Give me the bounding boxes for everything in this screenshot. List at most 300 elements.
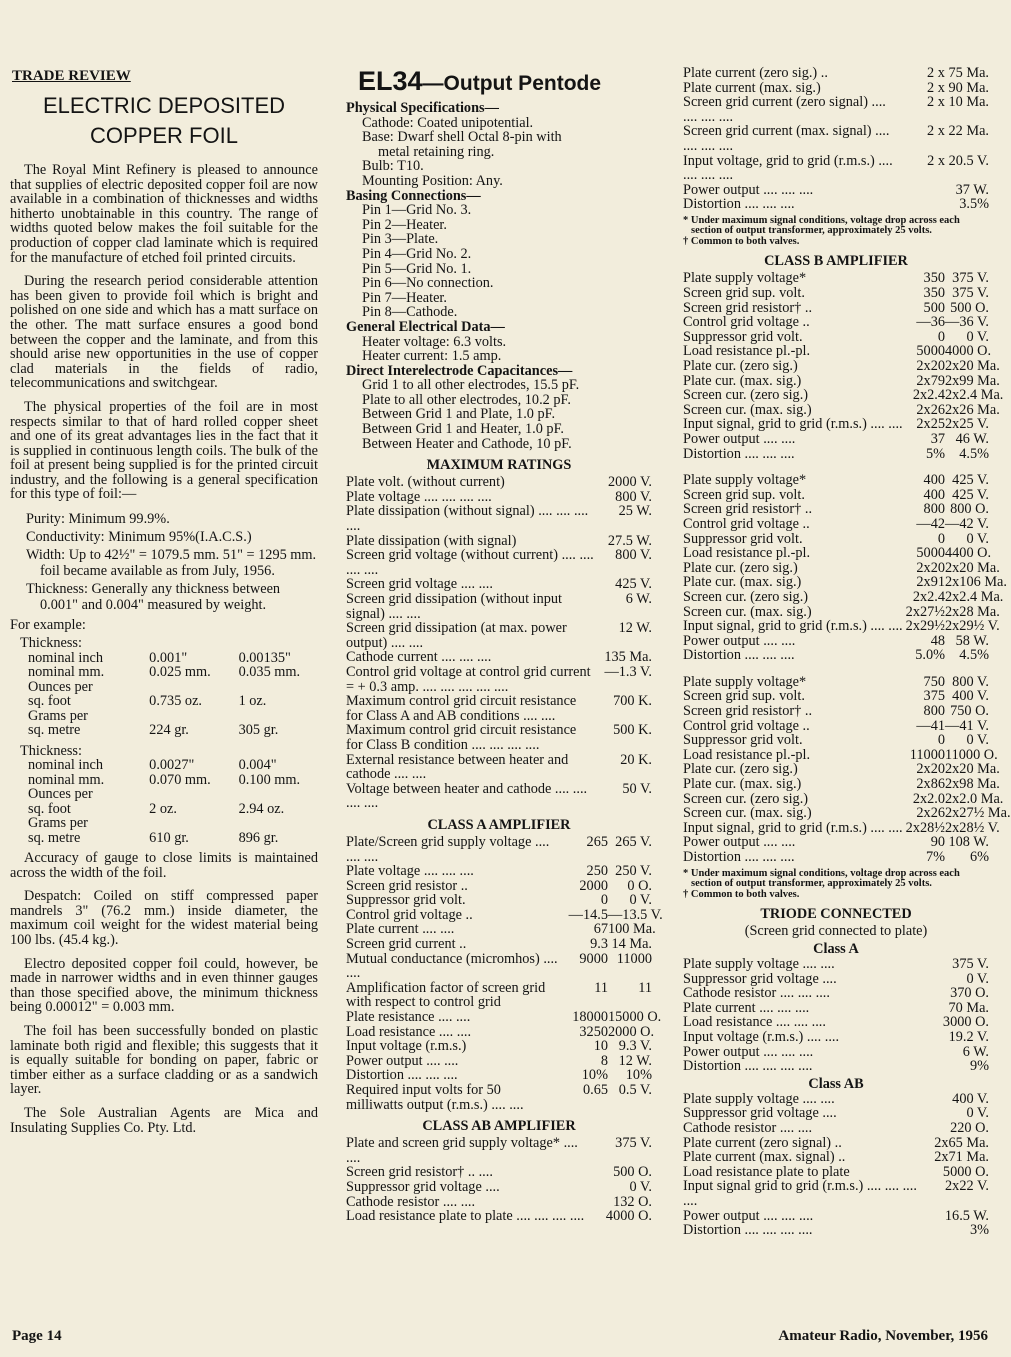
example-label: Grams per xyxy=(28,815,88,832)
row-value: 370 O. xyxy=(950,985,989,1002)
triode-a-row xyxy=(683,1030,989,1045)
row-label: Power output .... .... xyxy=(683,834,796,851)
row-label: Maximum control grid circuit resistance for Class A and AB conditions .... .... xyxy=(346,693,577,724)
example-value xyxy=(239,680,318,695)
row-value: 8 xyxy=(600,1052,608,1069)
row-label: Plate cur. (zero sig.) xyxy=(683,559,798,576)
row-value: 375 V. xyxy=(952,956,989,973)
capacitance-item: Between Grid 1 and Plate, 1.0 pF. xyxy=(362,406,556,423)
max-ratings-heading: MAXIMUM RATINGS xyxy=(426,457,572,474)
example-row xyxy=(10,802,318,817)
paragraph: The physical properties of the foil are in most respects similar to that of hard rolled copper sheet and one of its great advantages lies in the fact that it is supplied in continuous length coils. The bulk of the foil at present being supplied is for the printed circuit industry, and the following is a general specification for this type of foil:— xyxy=(10,398,318,503)
row-value: 48 xyxy=(930,632,945,649)
row-value: 2x29½ xyxy=(905,618,945,635)
row-value: 0 V. xyxy=(966,530,989,547)
title-tube-name: EL34 xyxy=(358,66,423,96)
row-label: Required input volts for 50 milliwatts output (r.m.s.) .... .... xyxy=(346,1082,524,1113)
row-label: Screen cur. (max. sig.) xyxy=(683,603,812,620)
row-value: 2000 V. xyxy=(608,474,652,491)
row-value: 18000 xyxy=(572,1009,608,1026)
row-value: 400 xyxy=(923,472,945,489)
class-ab-row xyxy=(683,95,989,124)
row-value: 10 xyxy=(593,1038,608,1055)
row-value: 16.5 W. xyxy=(944,1207,989,1224)
class-b-heading: CLASS B AMPLIFIER xyxy=(764,253,908,270)
row-value: 2x20 Ma. xyxy=(945,358,1000,374)
row-label: Distortion .... .... .... .... xyxy=(683,1222,813,1239)
row-value: 800 xyxy=(923,703,945,720)
row-value: 2 x 10 Ma. xyxy=(927,94,989,111)
row-value: 220 O. xyxy=(950,1120,989,1137)
class-ab-row xyxy=(683,81,989,96)
row-label: Input voltage, grid to grid (r.m.s.) .... .... .... .... xyxy=(683,152,893,184)
row-value: 375 xyxy=(923,688,945,705)
row-label: Plate current (max. signal) .. xyxy=(683,1149,846,1166)
row-value: 5000 xyxy=(916,545,945,562)
example-table xyxy=(10,636,318,738)
row-value: 800 V. xyxy=(615,488,652,505)
class-a-table xyxy=(346,833,663,1113)
row-value: 3000 O. xyxy=(942,1014,989,1031)
row-label: Plate current (zero sig.) .. xyxy=(683,65,828,81)
row-label: Input voltage (r.m.s.) xyxy=(346,1038,467,1055)
row-label: Screen cur. (max. sig.) xyxy=(683,805,812,822)
spec-width: Width: Up to 42½" = 1079.5 mm. 51" = 1295 mm. foil became available as from July, 1956. xyxy=(26,547,317,580)
row-label: Screen grid current (zero signal) .... .... .... .... xyxy=(683,94,886,125)
class-b-row xyxy=(683,301,989,316)
rating-row xyxy=(346,490,652,505)
capacitance-heading: Direct Interelectrode Capacitances— xyxy=(346,362,573,379)
example-label: sq. foot xyxy=(28,800,71,817)
class-b-row xyxy=(683,330,989,345)
footnote: * Under maximum signal conditions, voltage drop across each section of output transformer, approximately 25 volts. xyxy=(683,867,960,890)
closing-paragraphs xyxy=(10,851,318,1135)
example-label: Thickness: xyxy=(20,742,82,759)
footnote: † Common to both valves. xyxy=(683,888,800,900)
class-b-row xyxy=(683,372,1000,389)
row-label: Input signal, grid to grid (r.m.s.) .... .... xyxy=(683,416,903,433)
triode-ab-row xyxy=(683,1092,989,1107)
row-value: 2x2.0 Ma. xyxy=(945,790,1004,807)
row-value: 15000 O. xyxy=(608,1009,662,1026)
example-value: 0.001" xyxy=(149,649,188,666)
row-value: 4400 O. xyxy=(945,545,992,562)
triode-class-ab-table xyxy=(683,1092,989,1238)
example-value xyxy=(239,709,318,724)
example-value xyxy=(149,680,238,695)
title-tube-type: —Output Pentode xyxy=(422,72,602,95)
row-value: 2x98 Ma. xyxy=(945,776,1000,793)
class-a-row xyxy=(346,835,652,864)
example-value: 0.004" xyxy=(238,757,277,774)
row-value: 6 W. xyxy=(962,1043,989,1060)
class-b-row xyxy=(683,618,1000,635)
row-label: Input signal grid to grid (r.m.s.) .... .... .... .... xyxy=(683,1178,917,1209)
row-value: 400 xyxy=(923,486,945,503)
footnotes xyxy=(683,869,989,901)
example-label: Ounces per xyxy=(28,678,93,695)
row-label: Plate cur. (max. sig.) xyxy=(683,372,802,389)
row-label: Power output .... .... .... xyxy=(683,1043,814,1060)
example-label: Thickness: xyxy=(20,635,82,652)
class-a-row xyxy=(346,937,652,952)
class-b-row xyxy=(683,819,1000,836)
class-b-row xyxy=(683,746,998,763)
example-tables xyxy=(10,636,318,845)
row-value: 2x20 xyxy=(916,761,945,778)
example-row xyxy=(10,831,318,846)
class-b-row xyxy=(683,517,989,532)
row-value: 350 xyxy=(923,285,945,302)
class-a-row xyxy=(346,879,652,894)
row-label: Plate voltage .... .... .... xyxy=(346,863,474,880)
rating-row xyxy=(346,650,652,665)
rating-row xyxy=(346,475,652,490)
row-value: 2 x 20.5 V. xyxy=(927,152,989,169)
class-b-row xyxy=(683,761,1000,778)
row-value: 2 x 22 Ma. xyxy=(927,123,989,140)
row-value: 800 V. xyxy=(952,673,989,690)
class-ab-row xyxy=(346,1180,652,1195)
row-label: Control grid voltage .. xyxy=(683,717,810,734)
triode-subheading: (Screen grid connected to plate) xyxy=(744,923,928,940)
row-value: 375 V. xyxy=(615,1135,652,1152)
row-value: 2x29½ V. xyxy=(945,618,1000,635)
triode-ab-row xyxy=(683,1209,989,1224)
spec-list xyxy=(10,511,318,613)
pin-connection: Pin 7—Heater. xyxy=(362,289,447,306)
row-label: Input signal, grid to grid (r.m.s.) .... .... xyxy=(683,618,903,635)
row-label: Plate/Screen grid supply voltage .... .... .... xyxy=(346,833,550,865)
row-value: 2x99 Ma. xyxy=(945,372,1000,389)
paragraph: Despatch: Coiled on stiff compressed paper mandrels 3" (76.2 mm.) inside diameter, the maximum coil weight for the widest material being 100 lbs. (45.4 kg.). xyxy=(10,888,318,949)
row-value: 750 xyxy=(923,673,945,690)
example-row xyxy=(10,758,318,773)
row-value: 5.0% xyxy=(915,647,945,664)
row-value: 0 V. xyxy=(966,732,989,749)
row-label: Plate dissipation (with signal) xyxy=(346,532,517,549)
row-label: Load resistance pl.-pl. xyxy=(683,343,811,360)
row-label: Screen grid resistor† .. xyxy=(683,299,813,316)
class-b-row xyxy=(683,733,989,748)
triode-class-ab-heading: Class AB xyxy=(808,1075,864,1092)
row-label: Plate cur. (zero sig.) xyxy=(683,358,798,374)
class-a-row xyxy=(346,864,652,879)
triode-class-a-heading: Class A xyxy=(813,941,859,958)
row-label: Screen grid sup. volt. xyxy=(683,688,805,705)
row-value: 2 x 90 Ma. xyxy=(927,79,989,96)
row-value: 2x86 xyxy=(916,776,945,793)
basing-list xyxy=(346,203,652,320)
class-ab-row xyxy=(683,66,989,81)
footnotes xyxy=(683,216,989,248)
class-a-row xyxy=(346,921,656,938)
row-value: 2x26 Ma. xyxy=(945,401,1000,418)
row-value: —42 V. xyxy=(945,515,989,532)
row-label: Suppressor grid volt. xyxy=(346,892,466,909)
example-value: 0.025 mm. xyxy=(149,664,211,681)
row-value: 10% xyxy=(625,1067,652,1084)
row-value: 2x2.4 xyxy=(912,588,945,605)
row-label: External resistance between heater and cathode .... .... xyxy=(346,751,569,783)
row-label: Plate supply voltage* xyxy=(683,673,807,690)
row-value: 9000 xyxy=(579,950,608,967)
row-value: 750 O. xyxy=(950,703,989,720)
row-value: 9.3 xyxy=(590,936,608,953)
class-ab-row xyxy=(346,1136,652,1165)
electrical-item: Heater current: 1.5 amp. xyxy=(362,348,502,365)
row-label: Screen cur. (max. sig.) xyxy=(683,401,812,418)
row-value: 37 W. xyxy=(955,181,989,198)
row-label: Plate resistance .... .... xyxy=(346,1009,471,1026)
class-b-row xyxy=(683,488,989,503)
example-value xyxy=(239,787,318,802)
row-value: 250 xyxy=(586,863,608,880)
row-label: Suppressor grid volt. xyxy=(683,328,803,345)
class-b-row xyxy=(683,835,989,850)
example-label: nominal mm. xyxy=(28,771,105,788)
row-value: 350 xyxy=(923,270,945,287)
row-value: 2x28½ V. xyxy=(945,819,1000,836)
row-label: Screen cur. (zero sig.) xyxy=(683,790,809,807)
article-column-copper-foil xyxy=(10,66,318,1144)
footnote: * Under maximum signal conditions, voltage drop across each section of output transformer, approximately 25 volts. xyxy=(683,214,960,237)
row-label: Plate supply voltage .... .... xyxy=(683,956,835,973)
row-label: Screen grid current .. xyxy=(346,936,467,953)
example-value xyxy=(149,787,238,802)
row-value: 2x20 Ma. xyxy=(945,559,1000,576)
class-b-row xyxy=(683,545,992,562)
row-value: 10% xyxy=(581,1067,608,1084)
row-value: 2000 O. xyxy=(608,1023,655,1040)
row-label: Cathode resistor .... .... xyxy=(346,1193,476,1210)
capacitance-item: Between Heater and Cathode, 10 pF. xyxy=(362,435,572,452)
example-value xyxy=(239,744,318,759)
row-value: 58 W. xyxy=(955,632,989,649)
triode-a-row xyxy=(683,972,989,987)
row-value: 800 xyxy=(923,501,945,518)
pin-connection: Pin 6—No connection. xyxy=(362,275,494,292)
title-line-1: ELECTRIC DEPOSITED xyxy=(42,93,286,118)
class-b-row xyxy=(683,387,1004,404)
example-value: 0.070 mm. xyxy=(149,771,211,788)
physical-item: Cathode: Coated unipotential. xyxy=(362,114,534,131)
row-value: 2x2.4 Ma. xyxy=(945,387,1004,404)
row-value: 0 xyxy=(937,530,945,547)
spec-conductivity: Conductivity: Minimum 95%(I.A.C.S.) xyxy=(26,529,252,546)
class-ab-row xyxy=(346,1195,652,1210)
row-value: 2x91 xyxy=(916,574,945,591)
class-ab-row xyxy=(683,124,989,153)
row-label: Screen cur. (zero sig.) xyxy=(683,387,809,404)
pin-connection: Pin 2—Heater. xyxy=(362,216,447,233)
row-value: —41 V. xyxy=(945,717,989,734)
row-label: Power output .... .... .... xyxy=(683,181,814,198)
triode-ab-row xyxy=(683,1223,989,1238)
article-title xyxy=(10,91,318,151)
row-value: 425 V. xyxy=(952,486,989,503)
row-value: 400 V. xyxy=(952,688,989,705)
class-b-row xyxy=(683,648,989,663)
triode-a-row xyxy=(683,1015,989,1030)
row-value: 11000 O. xyxy=(945,746,998,763)
row-label: Plate volt. (without current) xyxy=(346,474,505,491)
example-row xyxy=(10,709,318,724)
class-ab-table xyxy=(346,1136,652,1224)
row-label: Screen grid sup. volt. xyxy=(683,285,805,302)
class-b-row xyxy=(683,473,989,488)
row-value: 0 V. xyxy=(966,1105,989,1122)
row-value: 400 V. xyxy=(952,1090,989,1107)
row-value: 2x26 xyxy=(916,401,945,418)
row-value: 6 W. xyxy=(625,591,652,607)
triode-a-row xyxy=(683,1001,989,1016)
physical-item: Bulb: T10. xyxy=(362,158,424,175)
row-value: 0.65 xyxy=(582,1082,608,1098)
example-value: 0.035 mm. xyxy=(238,664,301,681)
row-value: 2x25 xyxy=(916,416,945,433)
row-value: 9% xyxy=(969,1058,989,1075)
row-label: Plate cur. (max. sig.) xyxy=(683,776,802,793)
row-label: Cathode current .... .... .... xyxy=(346,649,492,666)
row-label: Plate and screen grid supply voltage* .... .... xyxy=(346,1135,578,1166)
article-column-el34-continued xyxy=(683,65,1011,1239)
row-value: 2x25 V. xyxy=(945,416,989,433)
row-label: Cathode resistor .... .... .... xyxy=(683,985,830,1002)
example-value: 0.735 oz. xyxy=(149,693,202,710)
row-value: 2x106 Ma. xyxy=(945,574,1007,591)
triode-a-row xyxy=(683,1059,989,1074)
example-row xyxy=(10,651,318,666)
row-value: —13.5 V. xyxy=(608,906,663,923)
example-row xyxy=(10,816,318,831)
example-row xyxy=(10,636,318,651)
row-label: Suppressor grid volt. xyxy=(683,530,803,547)
article-column-el34 xyxy=(346,66,663,1225)
row-value: 0 V. xyxy=(629,892,652,909)
row-label: Distortion .... .... .... xyxy=(346,1067,458,1084)
row-value: 4000 O. xyxy=(945,343,992,360)
row-value: 2x20 xyxy=(916,559,945,576)
row-value: 50 V. xyxy=(622,780,652,797)
rating-row xyxy=(346,534,652,549)
row-value: 132 O. xyxy=(613,1193,652,1210)
class-b-row xyxy=(683,588,1004,605)
class-b-row xyxy=(683,358,1000,374)
row-label: Load resistance pl.-pl. xyxy=(683,746,811,763)
class-a-row xyxy=(346,1039,652,1054)
row-label: Distortion .... .... .... xyxy=(683,849,795,865)
row-label: Power output .... .... xyxy=(346,1052,459,1069)
row-label: Screen grid resistor .. xyxy=(346,877,468,894)
row-label: Screen grid voltage .... .... xyxy=(346,576,493,593)
physical-item: Base: Dwarf shell Octal 8-pin with xyxy=(362,129,562,146)
row-value: 25 W. xyxy=(618,503,652,520)
class-a-row xyxy=(346,1009,662,1026)
row-label: Distortion .... .... .... xyxy=(683,445,795,462)
row-value: 3.5% xyxy=(959,196,989,213)
triode-ab-row xyxy=(683,1106,989,1121)
row-value: 5000 xyxy=(916,343,945,360)
class-b-row xyxy=(683,432,989,447)
row-value: 2 x 75 Ma. xyxy=(927,65,989,81)
capacitance-item: Grid 1 to all other electrodes, 15.5 pF. xyxy=(362,377,580,394)
row-label: Distortion .... .... .... xyxy=(683,647,795,664)
rating-row xyxy=(346,753,652,782)
row-label: Distortion .... .... .... .... xyxy=(683,1058,813,1075)
class-ab-row xyxy=(683,197,989,212)
row-label: Screen grid resistor† .. .... xyxy=(346,1164,493,1181)
row-label: Plate cur. (max. sig.) xyxy=(683,574,802,591)
row-value: 2x65 Ma. xyxy=(934,1134,989,1151)
example-label: nominal inch xyxy=(28,649,104,666)
class-b-row xyxy=(683,719,989,734)
class-b-row xyxy=(683,805,1011,822)
row-value: 500 K. xyxy=(613,722,652,739)
class-a-heading: CLASS A AMPLIFIER xyxy=(427,816,571,833)
row-value: 0 V. xyxy=(629,1178,652,1195)
triode-ab-row xyxy=(683,1179,989,1208)
row-label: Load resistance .... .... xyxy=(346,1023,472,1040)
row-value: 9.3 V. xyxy=(618,1038,652,1055)
row-label: Plate current .... .... xyxy=(346,921,455,938)
row-label: Plate supply voltage .... .... xyxy=(683,1090,835,1107)
row-value: 265 xyxy=(586,833,608,850)
row-label: Power output .... .... xyxy=(683,430,796,447)
triode-a-row xyxy=(683,1045,989,1060)
row-label: Suppressor grid volt. xyxy=(683,732,803,749)
footnote: † Common to both valves. xyxy=(683,235,800,247)
row-value: 375 V. xyxy=(952,270,989,287)
class-a-row xyxy=(346,893,652,908)
row-value: 2000 xyxy=(579,877,608,894)
example-row xyxy=(10,665,318,680)
row-value: 500 O. xyxy=(950,299,989,316)
triode-a-row xyxy=(683,957,989,972)
row-label: Screen grid current (max. signal) .... .... .... .... xyxy=(683,123,890,154)
row-label: Cathode resistor .... .... xyxy=(683,1120,813,1137)
row-label: Maximum control grid circuit resistance for Class B condition .... .... .... .... xyxy=(346,722,577,753)
rating-row xyxy=(346,782,652,811)
row-value: 6% xyxy=(969,849,989,865)
example-value xyxy=(149,709,238,724)
row-value: —36 xyxy=(916,314,945,331)
row-label: Load resistance plate to plate xyxy=(683,1163,850,1180)
class-a-row xyxy=(346,981,652,1010)
row-label: Plate cur. (zero sig.) xyxy=(683,761,798,778)
row-value: 265 V. xyxy=(615,833,652,850)
row-value: 0 xyxy=(600,892,608,909)
electrical-item: Heater voltage: 6.3 volts. xyxy=(362,333,507,350)
row-value: 500 O. xyxy=(613,1164,652,1181)
example-value xyxy=(149,636,238,651)
class-b-row xyxy=(683,790,1004,807)
row-label: Plate dissipation (without signal) .... .... .... .... xyxy=(346,503,589,535)
class-a-row xyxy=(346,1068,652,1083)
row-value: 425 V. xyxy=(615,576,652,593)
row-value: 800 O. xyxy=(950,501,989,518)
row-label: Screen cur. (zero sig.) xyxy=(683,588,809,605)
class-b-row xyxy=(683,850,989,865)
row-value: 2x79 xyxy=(916,372,945,389)
row-value: 100 Ma. xyxy=(608,921,656,938)
row-label: Power output .... .... .... xyxy=(683,1207,814,1224)
example-row xyxy=(10,694,318,709)
row-value: 2x2.4 xyxy=(912,387,945,404)
paragraph: During the research period considerable attention has been given to provide foil which is bright and polished on one side and which has a matt surface on the other. The matt surface ensures a good bond between the copper and the laminate, and from this should arise new opportunities in the use of copper clad materials in the fields of radio, telecommunications and switchgear. xyxy=(10,273,318,392)
example-value xyxy=(239,816,318,831)
class-b-row xyxy=(683,704,989,719)
